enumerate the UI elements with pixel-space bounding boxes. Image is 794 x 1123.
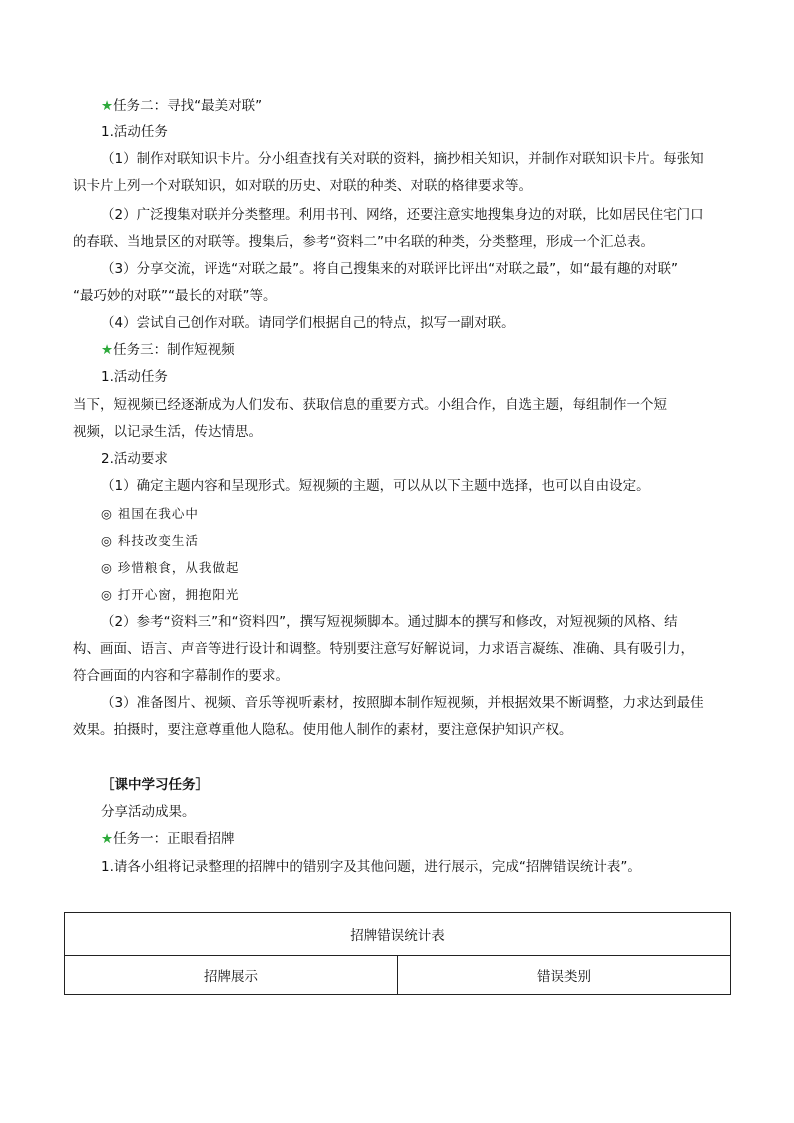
task3-title [101,341,235,359]
table-header-error-type: 错误类别 [398,956,731,995]
task3-title-text: 任务三：制作短视频 [113,342,235,358]
in-class-intro: 分享活动成果。 [101,804,196,820]
task2-title-text: 任务二：寻找“最美对联” [113,98,263,114]
task3-activity-heading: 1.活动任务 [101,369,168,385]
task3-req-heading: 2.活动要求 [101,451,168,467]
star-icon: ★ [101,98,114,114]
task2-p2-line2: 的春联、当地景区的对联等。搜集后，参考“资料二”中名联的种类，分类整理，形成一个汇总表。 [73,234,654,250]
topic-item: ◎ 祖国在我心中 [101,506,199,521]
task3-req2-line3: 符合画面的内容和字幕制作的要求。 [73,668,289,684]
task3-intro-line2: 视频，以记录生活，传达情思。 [73,424,262,440]
in-class-task1-title-text: 任务一：正眼看招牌 [113,831,235,847]
task3-req2-line1: （2）参考“资料三”和“资料四”，撰写短视频脚本。通过脚本的撰写和修改，对短视频的风格、结 [101,614,678,630]
task2-p4: （4）尝试自己创作对联。请同学们根据自己的特点，拟写一副对联。 [101,315,515,331]
topic-item: ◎ 打开心窗，拥抱阳光 [101,587,240,602]
in-class-task1-title [101,830,235,848]
task2-title [101,97,262,115]
in-class-heading: ［课中学习任务］ [101,777,209,793]
task2-p1-line2: 识卡片上列一个对联知识，如对联的历史、对联的种类、对联的格律要求等。 [73,178,532,194]
topic-item: ◎ 珍惜粮食，从我做起 [101,560,240,575]
topic-item: ◎ 科技改变生活 [101,533,199,548]
table-header-row [65,956,731,995]
in-class-task1-item: 1.请各小组将记录整理的招牌中的错别字及其他问题，进行展示，完成“招牌错误统计表”。 [101,859,641,875]
star-icon: ★ [101,831,114,847]
task2-activity-heading: 1.活动任务 [101,124,168,140]
table-title: 招牌错误统计表 [65,913,731,956]
signboard-error-table [64,912,731,995]
task3-req1: （1）确定主题内容和呈现形式。短视频的主题，可以从以下主题中选择，也可以自由设定。 [101,478,650,494]
task3-intro-line1: 当下，短视频已经逐渐成为人们发布、获取信息的重要方式。小组合作，自选主题，每组制作一个短 [73,397,667,413]
table-title-row [65,913,731,956]
task2-p3-line2: “最巧妙的对联”“最长的对联”等。 [73,288,277,304]
task3-req3-line2: 效果。拍摄时，要注意尊重他人隐私。使用他人制作的素材，要注意保护知识产权。 [73,722,573,738]
task2-p2-line1: （2）广泛搜集对联并分类整理。利用书刊、网络，还要注意实地搜集身边的对联，比如居民住宅门口 [101,207,704,223]
task2-p1-line1: （1）制作对联知识卡片。分小组查找有关对联的资料，摘抄相关知识，并制作对联知识卡片。每张知 [101,151,704,167]
star-icon: ★ [101,342,114,358]
task2-p3-line1: （3）分享交流，评选“对联之最”。将自己搜集来的对联评比评出“对联之最”，如“最有趣的对联” [101,261,679,277]
table-header-signboard: 招牌展示 [65,956,398,995]
task3-req3-line1: （3）准备图片、视频、音乐等视听素材，按照脚本制作短视频，并根据效果不断调整，力求达到最佳 [101,695,704,711]
task3-req2-line2: 构、画面、语言、声音等进行设计和调整。特别要注意写好解说词，力求语言凝练、准确、具有吸引力， [73,641,694,657]
